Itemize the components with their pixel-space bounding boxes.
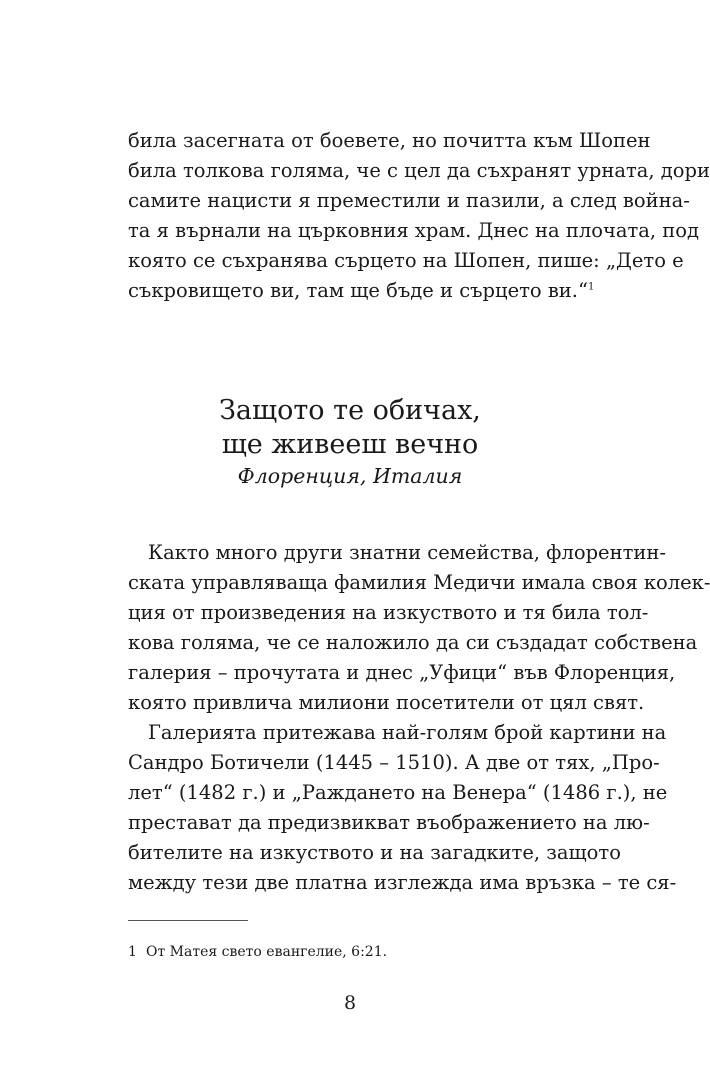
footnote <box>128 942 387 962</box>
footnote-reference[interactable]: 1 <box>587 281 595 293</box>
text-line: бителите на изкуството и на загадките, защото <box>128 841 621 864</box>
text-line: между тези две платна изглежда има връзка – те ся- <box>128 871 677 894</box>
text-line: лет“ (1482 г.) и „Раждането на Венера“ (1486 г.), не <box>128 781 668 804</box>
section-location: Флоренция, Италия <box>237 464 463 488</box>
text-line: кова голяма, че се наложило да си създадат собствена <box>128 631 698 654</box>
text-line: ция от произведения на изкуството и тя била тол- <box>128 601 649 624</box>
paragraph-1 <box>128 538 710 718</box>
section-heading <box>0 394 700 490</box>
footnote-divider <box>128 920 248 921</box>
text-line: Сандро Ботичели (1445 – 1510). А две от тях, „Про- <box>128 751 660 774</box>
text-line: самите нацисти я преместили и пазили, а след война- <box>128 189 690 212</box>
text-line: Както много други знатни семейства, флорентин- <box>148 541 666 564</box>
text-line: престават да предизвикват въображението на лю- <box>128 811 650 834</box>
text-line: която се съхранява сърцето на Шопен, пише: „Дето е <box>128 249 684 272</box>
footnote-number: 1 <box>128 944 137 960</box>
paragraph-2 <box>128 718 677 898</box>
page-number: 8 <box>343 992 357 1014</box>
text-line: ската управляваща фамилия Медичи имала своя колек- <box>128 571 710 594</box>
section-title-line-2: ще живееш вечно <box>221 429 479 460</box>
text-line-content: съкровището ви, там ще бъде и сърцето ви.“ <box>128 279 588 302</box>
section-title-line-1: Защото те обичах, <box>219 395 481 426</box>
text-line: галерия – прочутата и днес „Уфици“ във Флоренция, <box>128 661 676 684</box>
footnote-text: От Матея свето евангелие, 6:21. <box>146 944 388 960</box>
text-line-last <box>128 276 595 306</box>
text-line: била засегната от боевете, но почитта към Шопен <box>128 129 651 152</box>
text-line: Галерията притежава най-голям брой картини на <box>148 721 667 744</box>
text-line: която привлича милиони посетители от цял свят. <box>128 691 645 714</box>
text-line: та я върнали на църковния храм. Днес на плочата, под <box>128 219 700 242</box>
intro-paragraph <box>128 126 710 306</box>
text-line: била толкова голяма, че с цел да съхранят урната, дори <box>128 159 710 182</box>
